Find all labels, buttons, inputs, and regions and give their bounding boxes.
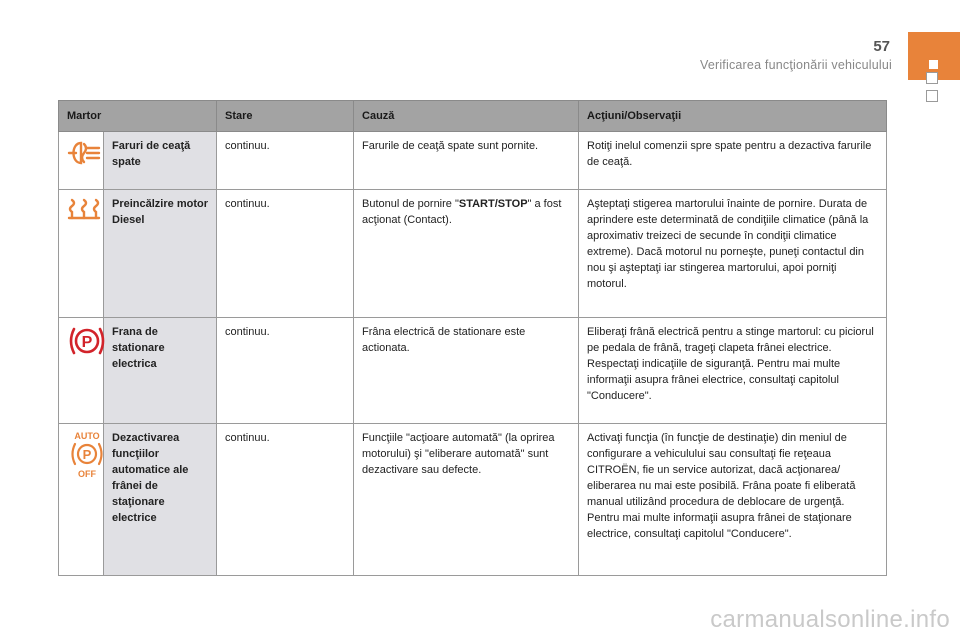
table-header-row [59, 101, 887, 132]
warning-state: continuu. [217, 424, 354, 576]
parking-brake-icon [67, 334, 107, 361]
diesel-preheat-icon [67, 213, 101, 225]
icon-cell [59, 190, 104, 318]
warning-state: continuu. [217, 132, 354, 190]
svg-text:P: P [82, 447, 92, 462]
warning-cause: Farurile de ceaţă spate sunt pornite. [354, 132, 579, 190]
table-row [59, 132, 887, 190]
tab-marker-dot [929, 60, 938, 69]
warning-lights-table [58, 100, 887, 576]
icon-cell [59, 424, 104, 576]
warning-name: Faruri de ceaţă spate [104, 132, 217, 190]
warning-name: Frana de stationare electrica [104, 318, 217, 424]
chapter-tab-box [926, 72, 938, 84]
warning-state: continuu. [217, 318, 354, 424]
warning-state: continuu. [217, 190, 354, 318]
table-row [59, 318, 887, 424]
warning-action: Activaţi funcţia (în funcţie de destinaţie) din meniul de configurare a vehiculului sau consultaţi fie reţeaua CITROËN, fie un service autorizat, dacă acţionarea/ eliberarea nu mai este posibilă. Frâna poate fi eliberată manual utilizând procedura de deblocare de urgenţă. Pentru mai multe informaţii asupra frânei de staţionare electrice, consultaţi capitolul "Conducere". [579, 424, 887, 576]
chapter-title: Verificarea funcţionării vehiculului [699, 58, 892, 72]
rear-fog-light-icon [67, 159, 101, 171]
icon-cell [59, 132, 104, 190]
warning-cause: Frâna electrică de stationare este actionata. [354, 318, 579, 424]
icon-text-auto: AUTO [74, 431, 100, 441]
chapter-tab-box [926, 90, 938, 102]
warning-cause [354, 190, 579, 318]
start-stop-label: START/STOP [458, 198, 528, 210]
warning-action: Eliberaţi frână electrică pentru a stinge martorul: cu piciorul pe pedala de frână, trageţi clapeta frânei electrice. Respectaţi indicaţiile de siguranţă. Pentru mai multe informaţii asupra frânei electrice, consultaţi capitolul "Conducere". [579, 318, 887, 424]
table-row [59, 424, 887, 576]
column-header-actiuni: Acţiuni/Observaţii [579, 101, 887, 132]
warning-action: Rotiţi inelul comenzii spre spate pentru a dezactiva farurile de ceaţă. [579, 132, 887, 190]
cause-text-post: " a fost acţionat (Contact). [362, 198, 562, 226]
page-number: 57 [873, 38, 890, 55]
column-header-cauza: Cauză [354, 101, 579, 132]
warning-cause: Funcţiile "acţioare automată" (la oprirea motorului) şi "eliberare automată" sunt dezactivare sau defecte. [354, 424, 579, 576]
warning-name: Dezactivarea funcţiilor automatice ale frânei de staţionare electrice [104, 424, 217, 576]
table-row [59, 190, 887, 318]
icon-cell [59, 318, 104, 424]
column-header-martor: Martor [59, 101, 217, 132]
watermark: carmanualsonline.info [710, 606, 950, 633]
warning-name: Preincălzire motor Diesel [104, 190, 217, 318]
svg-text:P: P [81, 334, 93, 351]
auto-parking-brake-off-icon [67, 431, 107, 483]
warning-action: Aşteptaţi stigerea martorului înainte de pornire. Durata de aprindere este determinată de condiţiile climatice (până la aproximativ treizeci de secunde în condiţii climatice extreme). Dacă motorul nu porneşte, puneţi contactul din nou şi aşteptaţi iar stingerea martorului, apoi porniţi motorul. [579, 190, 887, 318]
icon-text-off: OFF [78, 469, 96, 479]
column-header-stare: Stare [217, 101, 354, 132]
cause-text-pre: Butonul de pornire " [362, 198, 459, 210]
